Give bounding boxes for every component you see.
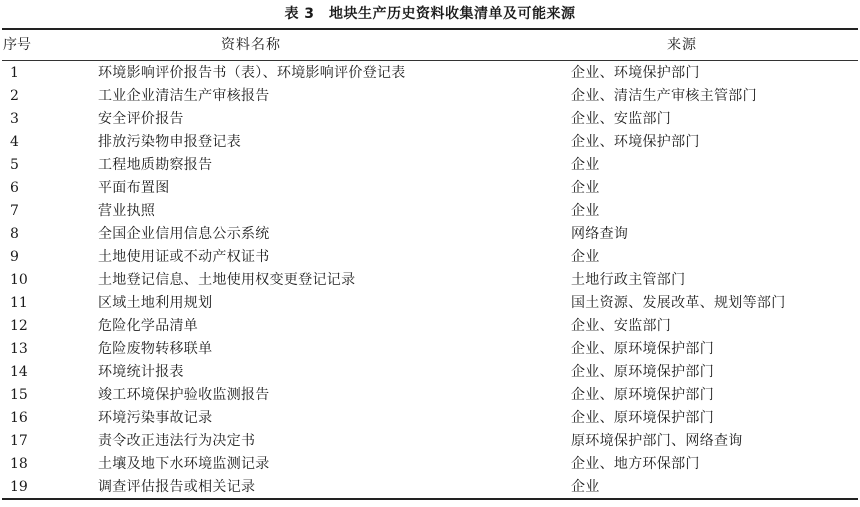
row-number: 3	[10, 111, 19, 127]
row-document-name: 区域土地利用规划	[98, 295, 213, 311]
table-row	[0, 315, 860, 338]
row-source: 企业、原环境保护部门	[571, 364, 714, 380]
table-header-row	[0, 31, 860, 59]
row-source: 企业	[571, 479, 600, 495]
table-header-rule	[2, 60, 858, 61]
row-document-name: 责令改正违法行为决定书	[98, 433, 256, 449]
row-document-name: 环境统计报表	[98, 364, 184, 380]
row-source: 国土资源、发展改革、规划等部门	[571, 295, 786, 311]
table-row	[0, 200, 860, 223]
row-number: 10	[10, 272, 28, 288]
row-source: 企业、安监部门	[571, 111, 672, 127]
row-document-name: 平面布置图	[98, 180, 170, 196]
table-row	[0, 476, 860, 499]
table-title: 表 3 地块生产历史资料收集清单及可能来源	[284, 6, 576, 22]
row-document-name: 营业执照	[98, 203, 156, 219]
row-source: 企业、地方环保部门	[571, 456, 700, 472]
table-row	[0, 177, 860, 200]
row-number: 7	[10, 203, 19, 219]
row-source: 网络查询	[571, 226, 629, 242]
column-header-seq: 序号	[3, 37, 31, 53]
row-document-name: 工业企业清洁生产审核报告	[98, 88, 270, 104]
row-source: 企业、安监部门	[571, 318, 672, 334]
row-source: 企业	[571, 157, 600, 173]
table-row	[0, 384, 860, 407]
row-source: 原环境保护部门、网络查询	[571, 433, 743, 449]
row-document-name: 危险废物转移联单	[98, 341, 213, 357]
row-number: 1	[10, 65, 19, 81]
row-document-name: 调查评估报告或相关记录	[98, 479, 256, 495]
row-source: 企业、清洁生产审核主管部门	[571, 88, 757, 104]
row-number: 9	[10, 249, 19, 265]
row-number: 13	[10, 341, 28, 357]
row-source: 企业	[571, 203, 600, 219]
row-source: 企业、原环境保护部门	[571, 387, 714, 403]
row-document-name: 全国企业信用信息公示系统	[98, 226, 270, 242]
table-body	[0, 62, 860, 499]
table-top-rule	[2, 28, 858, 30]
row-source: 土地行政主管部门	[571, 272, 686, 288]
row-document-name: 工程地质勘察报告	[98, 157, 213, 173]
row-number: 15	[10, 387, 28, 403]
table-row	[0, 62, 860, 85]
table-row	[0, 154, 860, 177]
table-row	[0, 338, 860, 361]
table-row	[0, 269, 860, 292]
row-document-name: 竣工环境保护验收监测报告	[98, 387, 270, 403]
table-row	[0, 131, 860, 154]
row-number: 14	[10, 364, 28, 380]
table-row	[0, 292, 860, 315]
table-row	[0, 223, 860, 246]
row-number: 18	[10, 456, 28, 472]
row-source: 企业	[571, 180, 600, 196]
row-document-name: 土地使用证或不动产权证书	[98, 249, 270, 265]
table-row	[0, 108, 860, 131]
row-number: 6	[10, 180, 19, 196]
table-row	[0, 85, 860, 108]
row-number: 11	[10, 295, 28, 311]
row-number: 4	[10, 134, 19, 150]
row-source: 企业、原环境保护部门	[571, 341, 714, 357]
column-header-name: 资料名称	[221, 37, 281, 53]
column-header-source: 来源	[667, 37, 697, 53]
row-number: 17	[10, 433, 28, 449]
table-row	[0, 453, 860, 476]
row-source: 企业、环境保护部门	[571, 65, 700, 81]
table-row	[0, 430, 860, 453]
row-number: 19	[10, 479, 28, 495]
row-document-name: 环境影响评价报告书（表）、环境影响评价登记表	[98, 65, 406, 81]
row-document-name: 安全评价报告	[98, 111, 184, 127]
row-source: 企业	[571, 249, 600, 265]
row-document-name: 危险化学品清单	[98, 318, 199, 334]
row-document-name: 土壤及地下水环境监测记录	[98, 456, 270, 472]
row-number: 8	[10, 226, 19, 242]
row-number: 5	[10, 157, 19, 173]
row-document-name: 土地登记信息、土地使用权变更登记记录	[98, 272, 356, 288]
table-row	[0, 361, 860, 384]
row-source: 企业、环境保护部门	[571, 134, 700, 150]
row-document-name: 环境污染事故记录	[98, 410, 213, 426]
row-number: 12	[10, 318, 28, 334]
row-document-name: 排放污染物申报登记表	[98, 134, 241, 150]
row-source: 企业、原环境保护部门	[571, 410, 714, 426]
row-number: 16	[10, 410, 28, 426]
table-bottom-rule	[2, 498, 858, 500]
row-number: 2	[10, 88, 19, 104]
table-row	[0, 407, 860, 430]
table-row	[0, 246, 860, 269]
